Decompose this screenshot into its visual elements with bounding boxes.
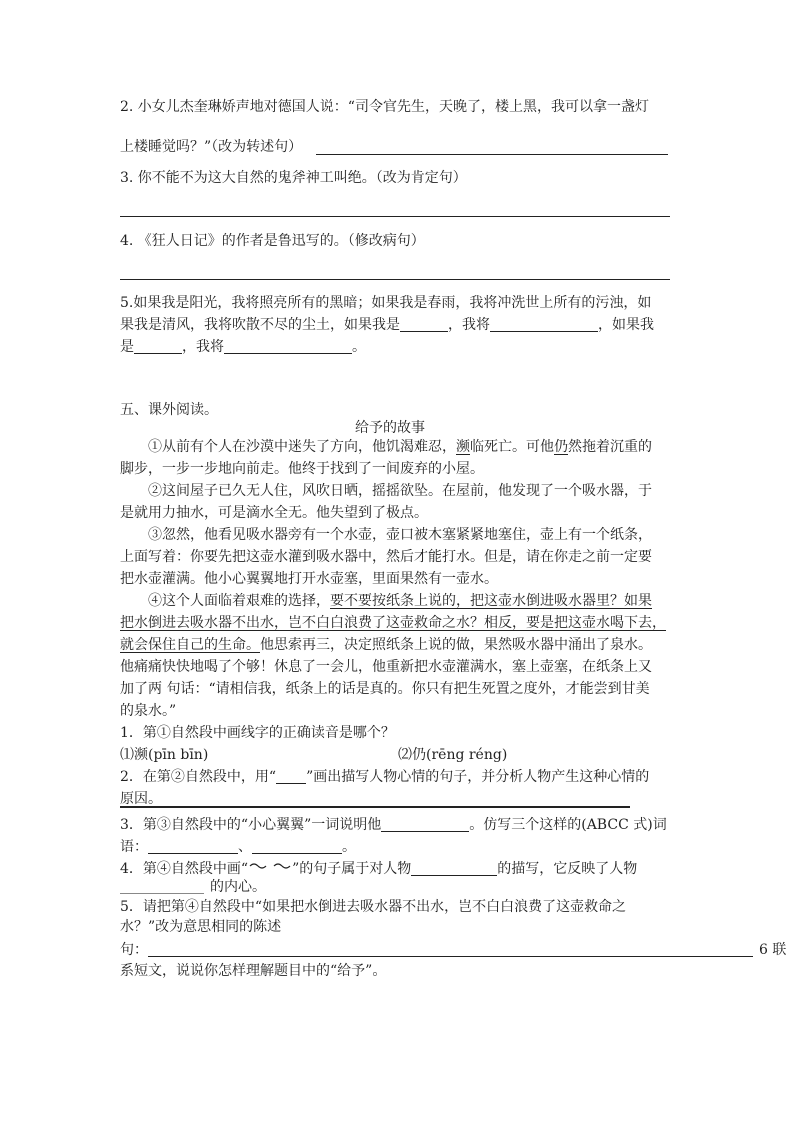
q5-blank-2[interactable] [490,317,598,332]
rq2-mark-sample [276,773,306,784]
q2-line2-text: 上楼睡觉吗？”（改为转述句） [120,139,303,155]
q4-prompt: 4. 《狂人日记》的作者是鲁迅写的。（修改病句） [120,233,425,249]
story-p1-line1 [148,437,652,457]
q5-blank-3[interactable] [134,339,182,354]
q5-line2-a: 果我是清风，我将吹散不尽的尘土，如果我是 [120,317,400,333]
q5-line3-a: 是 [120,339,134,355]
rq1-option-2[interactable]: ⑵仍(rēng réng) [398,747,508,763]
rq2-line1 [120,767,649,787]
rq4-line2 [120,877,266,897]
rq5-line1: 5．请把第④自然段中“如果把水倒进去吸水器不出水，岂不白白浪费了这壶救命之 [120,899,627,915]
q5-blank-4[interactable] [224,339,352,354]
rq3-blank-1[interactable] [381,817,469,832]
q5-line3-b: ，我将 [182,339,224,355]
rq3-line2 [120,837,356,857]
rq4-text-b: ”的句子属于对人物 [292,861,412,877]
q5-line1: 5.如果我是阳光，我将照亮所有的黑暗；如果我是春雨，我将冲洗世上所有的污浊，如 [120,295,652,311]
q5-blank-1[interactable] [400,317,448,332]
underlined-char-reng: 仍 [554,439,568,455]
rq5-line3 [120,940,786,960]
q5-line2-c: ，如果我 [598,317,654,333]
story-p4-text-a: ④这个人面临着艰难的选择， [148,593,330,609]
story-p1-text-c: 临死亡。可他 [470,439,554,455]
rq6-line: 系短文，说说你怎样理解题目中的“给予”。 [120,963,387,979]
story-p4-line4: 他痛痛快快地喝了个够！休息了一会儿，他重新把水壶灌满水，塞上壶塞，在纸条上又 [120,659,652,675]
rq3-text-c: 语： [120,839,148,855]
rq3-line1 [120,815,667,835]
q5-line3 [120,337,366,357]
q3-prompt: 3. 你不能不为这大自然的鬼斧神工叫绝。（改为肯定句） [120,170,467,186]
rq6-number: 6 联 [759,942,787,958]
story-p4-line5: 加了两 句话：“请相信我，纸条上的话是真的。你只有把生死置之度外，才能尝到甘美 [120,681,650,697]
rq5-answer-line[interactable] [148,942,753,957]
story-p4-line2 [120,613,666,633]
q4-answer-line[interactable] [120,279,670,280]
story-p4-underlined-3: 就会保住自己的生命。 [120,637,260,653]
story-p3-line1: ③忽然，他看见吸水器旁有一个水壶，壶口被木塞紧紧地塞住，壶上有一个纸条， [148,527,652,543]
q2-line1: 2. 小女儿杰奎琳娇声地对德国人说：“司令官先生，天晚了，楼上黑，我可以拿一盏灯 [120,99,649,115]
rq5-line2: 水？”改为意思相同的陈述 [120,919,282,935]
rq4-text-a: 4．第④自然段中画“ [120,861,249,877]
rq4-text-c: 的描写，它反映了人物 [497,861,638,877]
rq2-line2: 原因。 [120,791,162,807]
rq2-answer-line[interactable] [120,806,630,808]
story-p3-line2: 上面写着：你要先把这壶水灌到吸水器中，然后才能打水。但是，请在你走之前一定要 [120,549,652,565]
rq1-prompt: 1．第①自然段中画线字的正确读音是哪个？ [120,725,395,741]
story-p4-text-b: 他思索再三，决定照纸条上说的做，果然吸水器中涌出了泉水。 [260,637,652,653]
story-title: 给予的故事 [355,420,425,436]
rq1-option-1[interactable]: ⑴濒(pīn bīn) [120,747,209,763]
rq4-blank-2[interactable] [120,879,204,894]
rq4-line1 [120,859,637,879]
section-title: 五、课外阅读。 [120,402,218,418]
rq4-blank-1[interactable] [411,861,497,876]
story-p2-line2: 是就用力抽水，可是滴水全无。他失望到了极点。 [120,505,428,521]
rq3-blank-2[interactable] [148,839,238,854]
rq3-text-a: 3．第③自然段中的“小心翼翼”一词说明他 [120,817,382,833]
story-p4-line6: 的泉水。” [120,703,177,719]
rq3-sep: 、 [238,839,252,855]
story-p4-underlined-1: 要不要按纸条上说的，把这壶水倒进吸水器里？如果 [330,593,652,609]
story-p2-line1: ②这间屋子已久无人住，风吹日晒，摇摇欲坠。在屋前，他发现了一个吸水器，于 [148,483,652,499]
rq2-text-a: 2．在第②自然段中，用“ [120,769,277,785]
story-p3-line3: 把水壶灌满。他小心翼翼地打开水壶塞，里面果然有一壶水。 [120,571,498,587]
rq3-end: 。 [342,839,356,855]
story-p1-line2: 脚步，一步一步地向前走。他终于找到了一间废弃的小屋。 [120,461,484,477]
rq3-blank-3[interactable] [252,839,342,854]
story-p1-text-a: ①从前有个人在沙漠中迷失了方向，他饥渴难忍， [148,439,456,455]
story-p1-text-e: 然拖着沉重的 [568,439,652,455]
q5-line2 [120,315,654,335]
rq3-text-b: 。仿写三个这样的(ABCC 式)词 [469,817,667,833]
story-p4-line3 [120,635,652,655]
q5-line2-b: ，我将 [448,317,490,333]
wavy-line-icon [248,861,292,871]
rq5-text-a: 句： [120,942,148,958]
q3-answer-line[interactable] [120,216,670,217]
q2-line2 [120,137,302,157]
story-p4-underlined-2: 把水倒进去吸水器不出水，岂不白白浪费了这壶救命之水？相反，要是把这壶水喝下去， [120,615,666,631]
q5-line3-c: 。 [352,339,366,355]
q2-answer-line[interactable] [316,154,668,155]
rq2-text-b: ”画出描写人物心情的句子，并分析人物产生这种心情的 [306,769,650,785]
underlined-char-bin: 濒 [456,439,470,455]
rq4-text-d: 的内心。 [210,879,266,895]
story-p4-line1 [148,591,652,611]
